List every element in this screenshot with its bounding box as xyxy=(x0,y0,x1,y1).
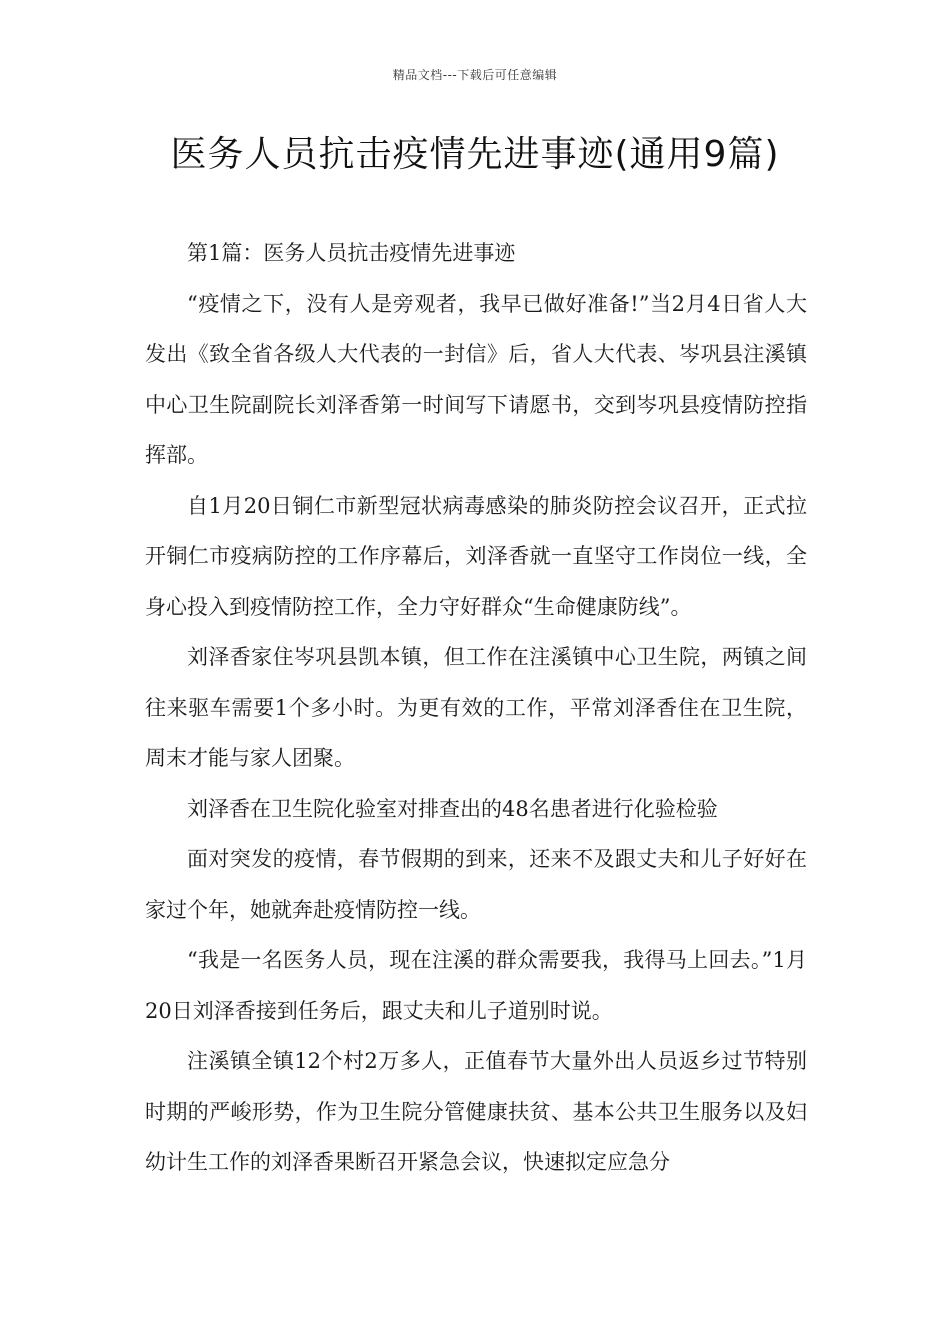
paragraph: 刘泽香在卫生院化验室对排查出的48名患者进行化验检验 xyxy=(187,796,718,821)
paragraph: “我是一名医务人员，现在注溪的群众需要我，我得马上回去。”1月20日刘泽香接到任务后，跟丈夫和儿子道别时说。 xyxy=(145,948,807,1023)
paragraph: 自1月20日铜仁市新型冠状病毒感染的肺炎防控会议召开，正式拉开铜仁市疫病防控的工作序幕后，刘泽香就一直坚守工作岗位一线，全身心投入到疫情防控工作，全力守好群众“生命健康防线”。 xyxy=(145,493,807,619)
paragraph: 刘泽香家住岑巩县凯本镇，但工作在注溪镇中心卫生院，两镇之间往来驱车需要1个多小时。为更有效的工作，平常刘泽香住在卫生院，周末才能与家人团聚。 xyxy=(145,645,807,770)
document-title: 医务人员抗击疫情先进事迹(通用9篇) xyxy=(170,134,780,175)
section-heading: 第1篇：医务人员抗击疫情先进事迹 xyxy=(187,241,516,265)
paragraph: “疫情之下，没有人是旁观者，我早已做好准备!”当2月4日省人大发出《致全省各级人大代表的一封信》后，省人大代表、岑巩县注溪镇中心卫生院副院长刘泽香第一时间写下请愿书，交到岑巩县疫情防控指挥部。 xyxy=(145,291,807,467)
paragraph: 注溪镇全镇12个村2万多人，正值春节大量外出人员返乡过节特别时期的严峻形势，作为卫生院分管健康扶贫、基本公共卫生服务以及妇幼计生工作的刘泽香果断召开紧急会议，快速拟定应急分 xyxy=(145,1049,807,1174)
paragraph: 面对突发的疫情，春节假期的到来，还来不及跟丈夫和儿子好好在家过个年，她就奔赴疫情防控一线。 xyxy=(145,847,807,922)
document-body xyxy=(145,228,807,1188)
header-watermark: 精品文档---下载后可任意编辑 xyxy=(392,68,558,82)
